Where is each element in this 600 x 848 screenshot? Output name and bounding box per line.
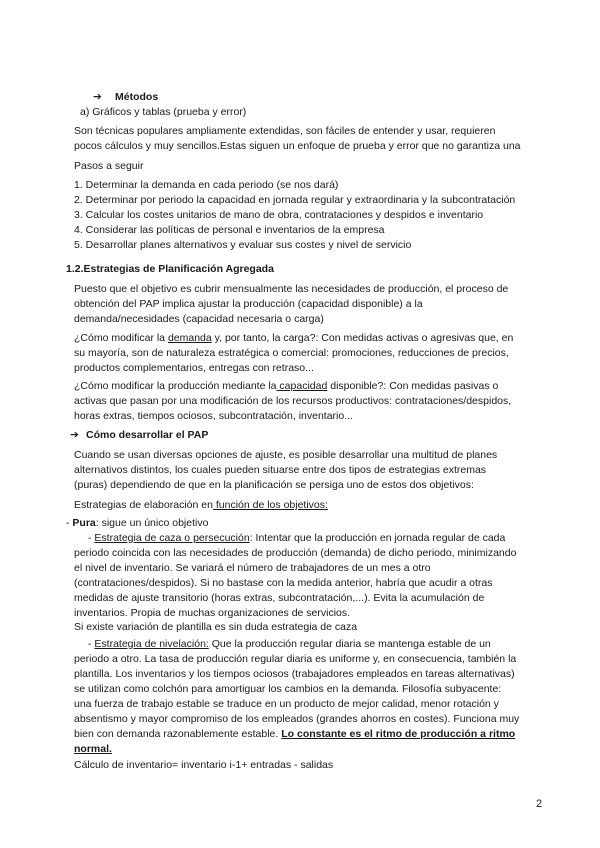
caza-line: - Estrategia de caza o persecución: Intentar que la producción en jornada regular de cada — [88, 532, 506, 544]
section-heading: 1.2.Estrategias de Planificación Agregada — [66, 263, 274, 275]
pasos-title: Pasos a seguir — [74, 160, 144, 172]
capacidad-underline: capacidad — [276, 380, 328, 392]
paragraph-line: Cuando se usan diversas opciones de ajuste, es posible desarrollar una multitud de planes — [74, 449, 498, 461]
paragraph-line: absentismo y mayor compromiso de los empleados (grandes ahorros en costes). Funciona muy — [74, 713, 520, 725]
metodos-paragraph-line: pocos cálculos y muy sencillos.Estas siguen un enfoque de prueba y error que no garantiza una — [74, 140, 521, 152]
nivelacion-line: - Estrategia de nivelación: Que la producción regular diaria se mantenga estable de un — [88, 638, 491, 650]
paragraph-line: Si existe variación de plantilla es sin duda estrategia de caza — [74, 621, 358, 633]
pura-line: - Pura: sigue un único objetivo — [66, 517, 209, 529]
key-statement-cont: normal. — [74, 743, 112, 755]
step-item: 5. Desarrollar planes alternativos y evaluar sus costes y nivel de servicio — [74, 239, 412, 251]
paragraph-line: periodo a otro. La tasa de producción regular diaria es uniforme y, en consecuencia, también la — [74, 653, 517, 665]
step-item: 2. Determinar por periodo la capacidad en jornada regular y extraordinaria y la subcontratación — [74, 194, 516, 206]
paragraph-line: alternativos distintos, los cuales pueden situarse entre dos tipos de estrategias extremas — [74, 464, 487, 476]
step-item: 3. Calcular los costes unitarios de mano de obra, contrataciones y despidos e inventario — [74, 209, 484, 221]
desarrollar-heading: ➔ Cómo desarrollar el PAP — [70, 429, 209, 441]
paragraph-line: productos complementarios, entregas con retraso... — [74, 362, 314, 374]
paragraph-line: obtención del PAP implica ajustar la producción (capacidad disponible) a la — [74, 298, 423, 310]
paragraph-line: su mayoría, son de naturaleza estratégica o comercial: promociones, reducciones de precios, — [74, 347, 509, 359]
step-item: 4. Considerar las políticas de personal e inventarios de la empresa — [74, 224, 385, 236]
arrow-right-icon: ➔ — [70, 429, 79, 441]
paragraph-line: bien con demanda razonablemente estable. Lo constante es el ritmo de producción a ritmo — [74, 728, 516, 740]
paragraph-line: ¿Cómo modificar la demanda y, por tanto, la carga?: Con medidas activas o agresivas que, en — [74, 332, 514, 344]
step-item: 1. Determinar la demanda en cada periodo (se nos dará) — [74, 179, 339, 191]
calculo-line: Cálculo de inventario= inventario i-1+ entradas - salidas — [74, 759, 334, 771]
demanda-underline: demanda — [167, 332, 212, 344]
paragraph-line: plantilla. Los inventarios y los tiempos ociosos (trabajadores empleados en tareas alternativas) — [74, 668, 515, 680]
paragraph-line: (puras) dependiendo de que en la planificación se persiga uno de estos dos objetivos: — [74, 479, 474, 491]
paragraph-line: una fuerza de trabajo estable se traduce en un producto de mejor calidad, menor rotación y — [74, 698, 499, 710]
paragraph-line: Puesto que el objetivo es cubrir mensualmente las necesidades de producción, el proceso de — [74, 283, 509, 295]
paragraph-line: inventarios. Propia de muchas organizaciones de servicios. — [74, 607, 351, 619]
elaboracion-line: Estrategias de elaboración en función de los objetivos: — [74, 499, 328, 511]
key-statement: Lo constante es el ritmo de producción a ritmo — [281, 728, 516, 740]
paragraph-line: (contrataciones/despidos). Si no bastase con la medida anterior, habría que acudir a otras — [74, 577, 493, 589]
metodos-paragraph-line: Son técnicas populares ampliamente extendidas, son fáciles de entender y usar, requieren — [74, 125, 496, 137]
paragraph-line: se utilizan como colchón para amortiguar los cambios en la demanda. Filosofía subyacente: — [74, 683, 502, 695]
arrow-right-icon: ➔ — [93, 91, 102, 103]
page-number: 2 — [536, 798, 543, 810]
metodos-heading: ➔ Métodos — [93, 91, 159, 103]
paragraph-line: demanda/necesidades (capacidad necesaria o carga) — [74, 313, 324, 325]
paragraph-line: activas que pasan por una modificación de los recursos productivos: contrataciones/despidos, — [74, 395, 512, 407]
paragraph-line: periodo coincida con las necesidades de producción (demanda) de dicho periodo, minimizando — [74, 547, 517, 559]
paragraph-line: medidas de ajuste transitorio (horas extras, subcontratación,...). Evita la acumulación de — [74, 592, 485, 604]
metodos-subheading: a) Gráficos y tablas (prueba y error) — [80, 106, 247, 118]
paragraph-line: horas extras, tiempos ociosos, subcontratación, inventario... — [74, 410, 353, 422]
paragraph-line: ¿Cómo modificar la producción mediante la capacidad disponible?: Con medidas pasivas o — [74, 380, 499, 392]
paragraph-line: el nivel de inventario. Se variará el número de trabajadores de un mes a otro — [74, 562, 431, 574]
